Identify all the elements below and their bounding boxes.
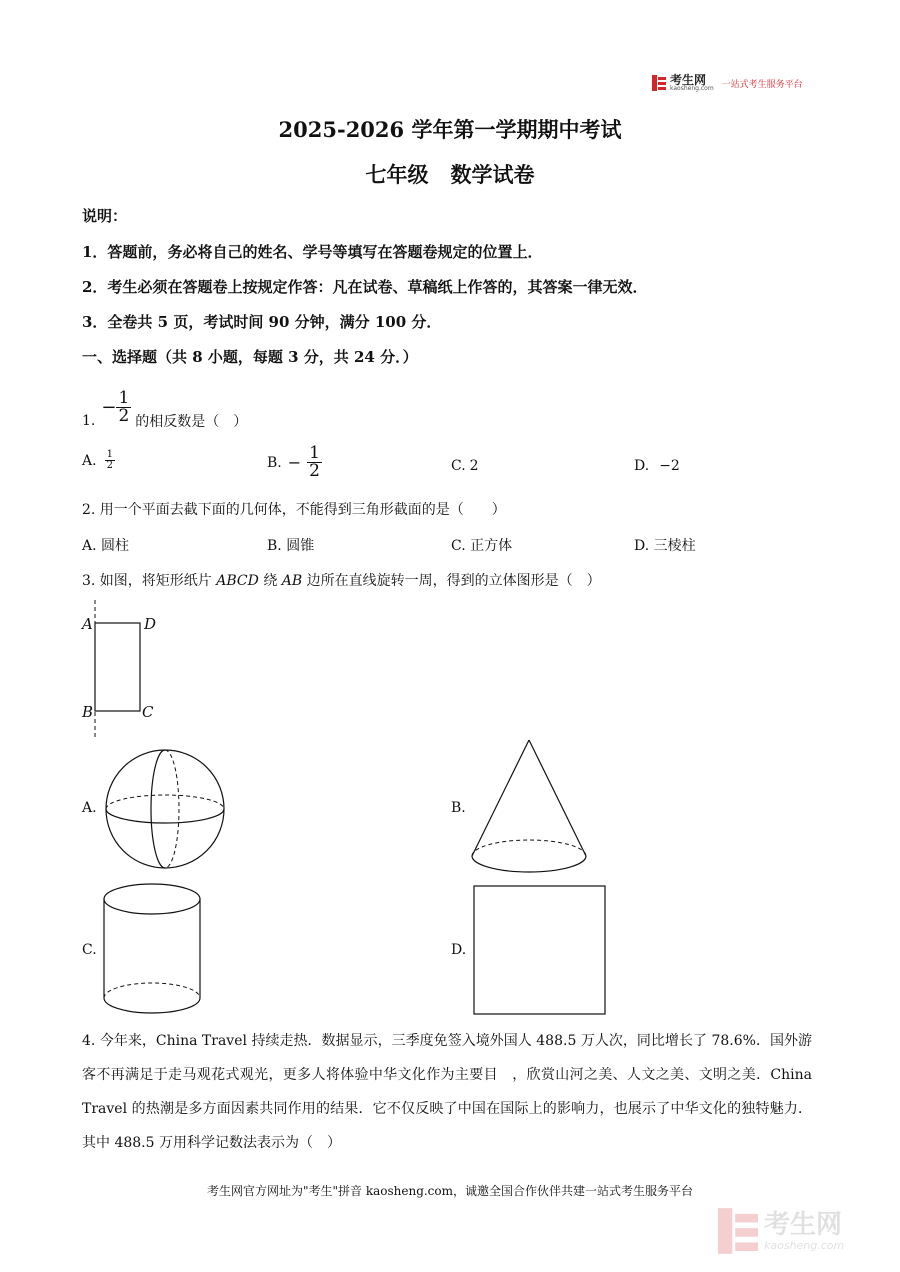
section-title: 一、选择题（共 8 小题，每题 3 分，共 24 分．）: [82, 348, 418, 366]
q2-option-b: B. 圆锥: [267, 538, 315, 554]
cone-base-front: [472, 856, 586, 872]
cylinder-figure: [100, 880, 204, 1020]
square-figure: [472, 884, 608, 1018]
q1-option-d-text: −2: [659, 458, 680, 474]
q1-option-c-label: C.: [451, 458, 466, 474]
q1-option-d: [634, 458, 680, 474]
cone-base-back: [472, 840, 586, 856]
cone-right-edge: [529, 740, 586, 856]
vertex-d-label: D: [144, 615, 157, 633]
q1-option-b: [267, 445, 322, 480]
instruction-2: 2．考生必须在答题卷上按规定作答：凡在试卷、草稿纸上作答的，其答案一律无效．: [82, 278, 648, 296]
instruction-3: 3．全卷共 5 页，考试时间 90 分钟，满分 100 分．: [82, 313, 442, 331]
q1-option-b-den: 2: [309, 461, 320, 481]
q1-number: 1.: [82, 413, 96, 429]
question-4: 4. 今年来，China Travel 持续走热．数据显示，三季度免签入境外国人 488.5 万人次，同比增长了 78.6%．国外游客不再满足于走马观花式观光，更多人将体验中华文化作为主要目 ，欣赏山河之美、人文之美、文明之美．China Travel 的热潮是多方面因素共同作用的结果．它不仅反映了中国在国际上的影响力，也展示了中华文化的独特魅力．其中 488.5 万用科学记数法表示为（ ）: [82, 1033, 812, 1151]
square-outline: [474, 886, 605, 1014]
cylinder-base-front: [104, 998, 200, 1013]
footer-note: 考生网官方网址为"考生"拼音 kaosheng.com，诚邀全国合作伙伴共建一站式考生服务平台: [206, 1184, 694, 1198]
question-2: 2. 用一个平面去截下面的几何体，不能得到三角形截面的是（ ）: [82, 502, 506, 518]
rectangle-abcd: [95, 623, 140, 711]
q1-frac-den: 2: [118, 405, 130, 426]
exam-title: 2025-2026 学年第一学期期中考试: [278, 117, 622, 142]
q1-option-a-num: 1: [106, 449, 113, 460]
q3-stem-part-2: 绕: [258, 573, 282, 589]
kaosheng-logo-icon: [652, 75, 666, 91]
watermark-url: kaosheng.com: [764, 1238, 845, 1252]
cone-figure: [466, 736, 592, 876]
q3-stem-part-3: 边所在直线旋转一周，得到的立体图形是（ ）: [302, 573, 601, 589]
sphere-equator-back: [106, 795, 224, 809]
q1-option-b-fraction: [307, 445, 322, 480]
q1-frac-num: 1: [118, 387, 130, 408]
question-1: [82, 383, 247, 431]
q2-option-c: C. 正方体: [451, 538, 513, 554]
q1-option-a: [82, 450, 115, 471]
q3-stem-ab: AB: [281, 573, 303, 589]
q3-stem-part-1: 3. 如图，将矩形纸片: [82, 573, 217, 589]
q1-option-b-label: B.: [267, 454, 282, 471]
cylinder-base-back: [104, 983, 200, 998]
q3-stem-abcd: ABCD: [216, 573, 259, 589]
question-3: [82, 570, 601, 590]
cylinder-top: [104, 884, 200, 914]
watermark: [718, 1208, 844, 1254]
rectangle-figure: [80, 598, 170, 740]
q3-option-b-label: B.: [451, 800, 466, 816]
q3-option-c-label: C.: [82, 942, 97, 958]
sphere-equator-front: [106, 809, 224, 823]
brand-slogan: 一站式考生服务平台: [721, 79, 803, 90]
q3-option-a-label: A.: [82, 800, 97, 816]
instructions-heading: 说明：: [82, 207, 128, 225]
cone-left-edge: [472, 740, 529, 856]
q2-option-a: A. 圆柱: [82, 538, 130, 554]
q1-option-c-text: 2: [469, 458, 479, 474]
q1-option-a-label: A.: [82, 452, 97, 469]
brand-url: kaosheng.com: [670, 85, 714, 92]
q1-option-b-num: 1: [309, 443, 320, 463]
sphere-outline: [106, 750, 224, 868]
watermark-name: 考生网: [764, 1209, 843, 1240]
q1-neg-sign: −: [101, 396, 117, 418]
q1-option-c: [451, 458, 479, 474]
q3-option-d-label: D.: [451, 942, 467, 958]
brand-logo: [652, 74, 803, 92]
instruction-1: 1．答题前，务必将自己的姓名、学号等填写在答题卷规定的位置上．: [82, 243, 543, 261]
q1-stem: 的相反数是（ ）: [135, 414, 248, 430]
brand-name: 考生网: [670, 73, 707, 87]
q1-option-d-label: D.: [634, 458, 650, 474]
q1-option-a-den: 2: [106, 460, 113, 471]
q1-fraction: [116, 387, 131, 426]
vertex-b-label: B: [82, 703, 94, 721]
q1-option-a-fraction: [105, 450, 115, 471]
watermark-logo-icon: [718, 1208, 758, 1254]
sphere-meridian-back: [165, 750, 179, 868]
exam-subtitle: 七年级 数学试卷: [365, 162, 535, 187]
vertex-a-label: A: [82, 615, 93, 633]
sphere-figure: [100, 748, 230, 870]
q1-option-b-sign: −: [287, 453, 302, 472]
vertex-c-label: C: [142, 703, 154, 721]
sphere-meridian-front: [151, 750, 165, 868]
q2-option-d: D. 三棱柱: [634, 538, 696, 554]
